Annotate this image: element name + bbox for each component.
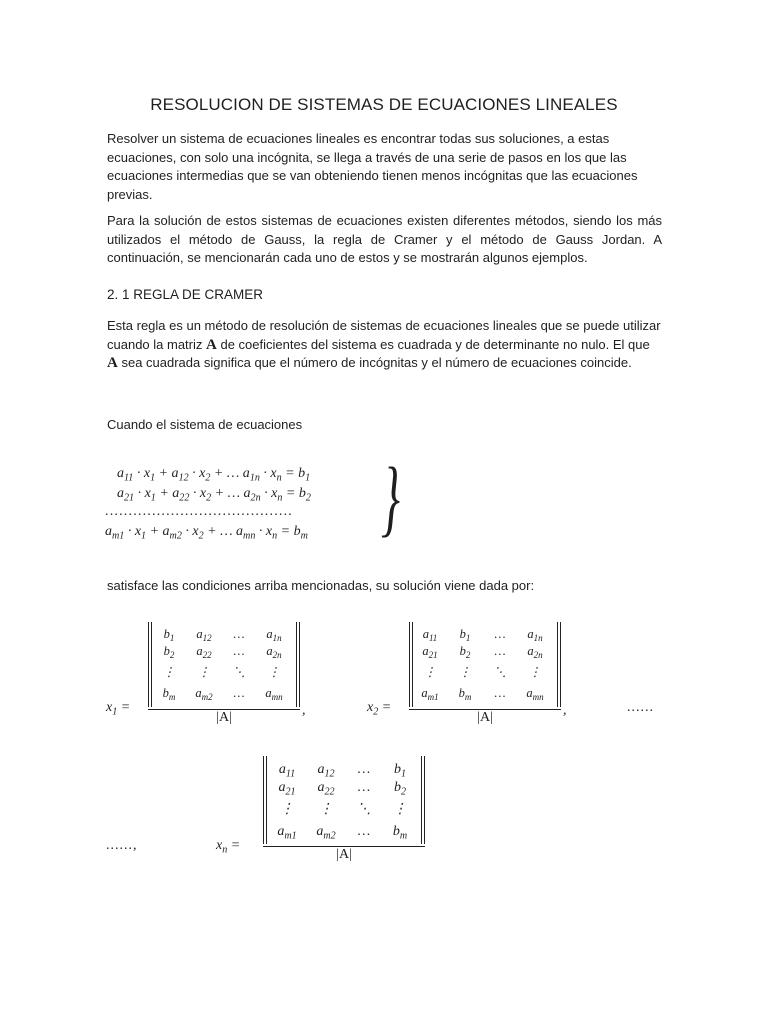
intro-paragraph-2: Para la solución de estos sistemas de ecuaciones existen diferentes métodos, siendo los más utilizados el método de Gauss, la regla de Cramer y el método de Gauss Jordan. A continuación, se mencionarán cada uno de estos y se mostrarán algunos ejemplos. bbox=[107, 213, 662, 265]
equation-system bbox=[105, 449, 400, 547]
xn-label: $x_n$ = bbox=[216, 838, 241, 856]
trailing-dots: ...... bbox=[627, 700, 654, 715]
cramer-paragraph bbox=[107, 317, 662, 373]
xn-fraction bbox=[263, 756, 428, 871]
equation-row-m: $a_{m1} \cdot x_1 + a_{m2} \cdot x_2$ + … $a_{mn} \cdot x_n = b_m$ bbox=[105, 524, 308, 542]
matrix-a-symbol: A bbox=[206, 336, 217, 353]
x1-determinant: $b_1$ $a_{12}$ … $a_{1n}$ $b_2$ $a_{22}$ … $a_{2n}$ ⋮ ⋮ ⋱ ⋮ $b_m$ $a_{m2}$ … $a_{mn}$ bbox=[148, 622, 300, 707]
right-brace: } bbox=[381, 449, 400, 545]
when-text: Cuando el sistema de ecuaciones bbox=[107, 417, 303, 432]
xn-denominator: |A| bbox=[336, 847, 352, 862]
cramer-text-3: sea cuadrada significa que el número de incógnitas y el número de ecuaciones coincide. bbox=[121, 355, 632, 370]
x2-determinant: $a_{11}$ $b_1$ … $a_{1n}$ $a_{21}$ $b_2$ … $a_{2n}$ ⋮ ⋮ ⋱ ⋮ $a_{m1}$ $b_m$ … $a_{mn}$ bbox=[409, 622, 561, 707]
x2-fraction bbox=[409, 622, 564, 732]
equation-row-2: $a_{21} \cdot x_1 + a_{22} \cdot x_2$ + … $a_{2n} \cdot x_n = b_2$ bbox=[117, 486, 311, 504]
matrix-a-symbol-2: A bbox=[107, 355, 118, 371]
x1-label: $x_1$ = bbox=[106, 700, 131, 718]
x2-denominator: |A| bbox=[477, 710, 493, 725]
cramer-text-1: Esta regla es un método de resolución de sistemas de ecuaciones lineales que se puede utilizar cuando la matriz bbox=[107, 318, 661, 352]
x1-fraction bbox=[148, 622, 303, 732]
x1-comma: , bbox=[302, 703, 306, 718]
page-title: RESOLUCION DE SISTEMAS DE ECUACIONES LINEALES bbox=[150, 95, 618, 114]
satisface-text: satisface las condiciones arriba mencionadas, su solución viene dada por: bbox=[107, 578, 535, 593]
section-heading: 2. 1 REGLA DE CRAMER bbox=[107, 287, 264, 302]
equation-row-dots: ........................................ bbox=[105, 504, 293, 519]
x2-comma: , bbox=[563, 703, 567, 718]
xn-determinant: $a_{11}$ $a_{12}$ … $b_1$ $a_{21}$ $a_{22}$ … $b_2$ ⋮ ⋮ ⋱ ⋮ $a_{m1}$ $a_{m2}$ … $b_m$ bbox=[263, 756, 425, 844]
intro-paragraph-1: Resolver un sistema de ecuaciones lineales es encontrar todas sus soluciones, a estas ecuaciones, con solo una incógnita, se llega a través de una serie de pasos en los que las ecuaciones intermedias que se van obteniendo tienen menos incógnitas que las ecuaciones previas. bbox=[107, 131, 638, 202]
x2-label: $x_2$ = bbox=[367, 700, 392, 718]
cramer-text-2: de coeficientes del sistema es cuadrada y de determinante no nulo. El que bbox=[220, 336, 650, 352]
x1-denominator: |A| bbox=[216, 710, 232, 725]
equation-row-1: $a_{11} \cdot x_1 + a_{12} \cdot x_2$ + … $a_{1n} \cdot x_n = b_1$ bbox=[117, 466, 311, 484]
leading-dots: ......, bbox=[106, 838, 138, 853]
